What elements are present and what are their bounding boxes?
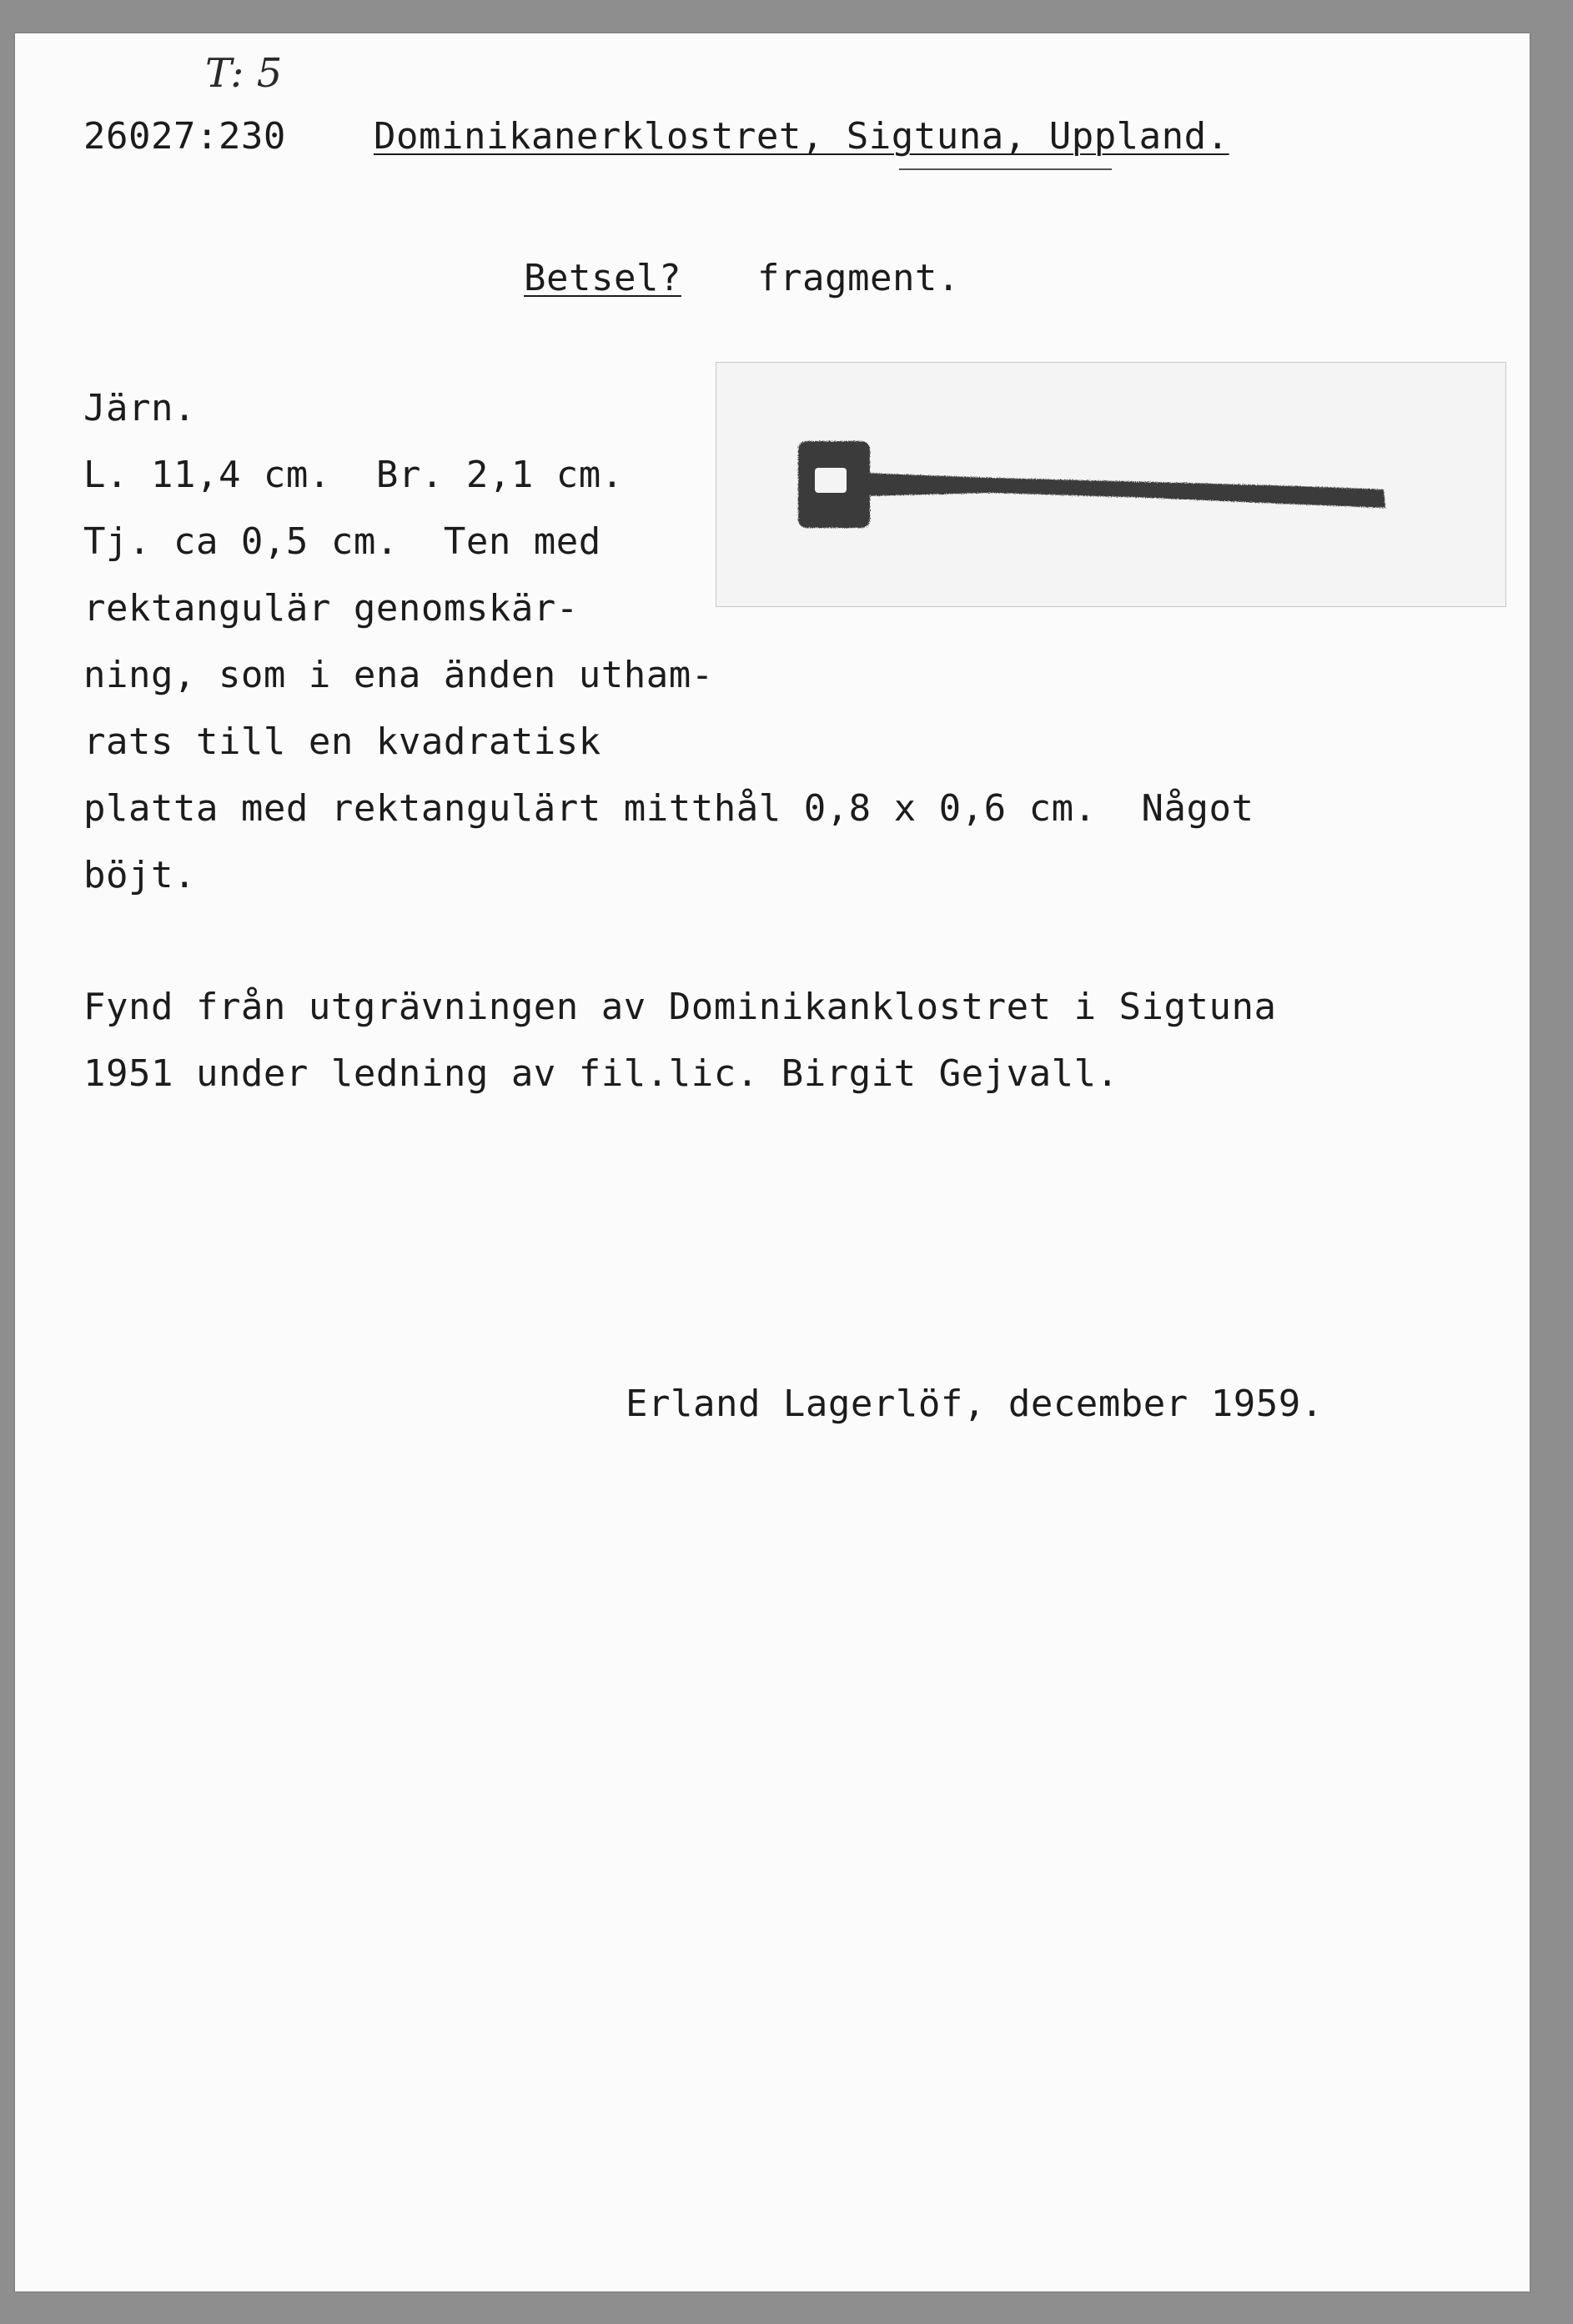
description-line-4: rektangulär genomskär- [83, 587, 579, 630]
description-line-2: L. 11,4 cm. Br. 2,1 cm. [83, 454, 624, 496]
find-line-1: Fynd från utgrävningen av Dominikanklostret i Sigtuna [83, 986, 1277, 1028]
description-line-1: Järn. [83, 387, 196, 429]
description-line-7: platta med rektangulärt mitthål 0,8 x 0,6 cm. Något [83, 787, 1254, 830]
handwritten-mark: T: 5 [205, 50, 283, 97]
catalog-number: 26027:230 [83, 115, 286, 158]
catalog-card [15, 33, 1530, 2291]
description-line-6: rats till en kvadratisk [83, 720, 601, 763]
signature: Erland Lagerlöf, december 1959. [626, 1383, 1324, 1425]
title-rest: fragment. [757, 257, 960, 299]
site-heading: Dominikanerklostret, Sigtuna, Uppland. [374, 115, 1229, 158]
description-line-8: böjt. [83, 854, 196, 896]
description-line-5: ning, som i ena änden utham- [83, 654, 714, 696]
iron-fragment-image [716, 363, 1505, 606]
title-underlined: Betsel? [524, 257, 681, 299]
pencil-underline [899, 168, 1112, 170]
object-photo [716, 362, 1506, 607]
description-line-3: Tj. ca 0,5 cm. Ten med [83, 520, 601, 563]
find-line-2: 1951 under ledning av fil.lic. Birgit Gejvall. [83, 1052, 1119, 1095]
